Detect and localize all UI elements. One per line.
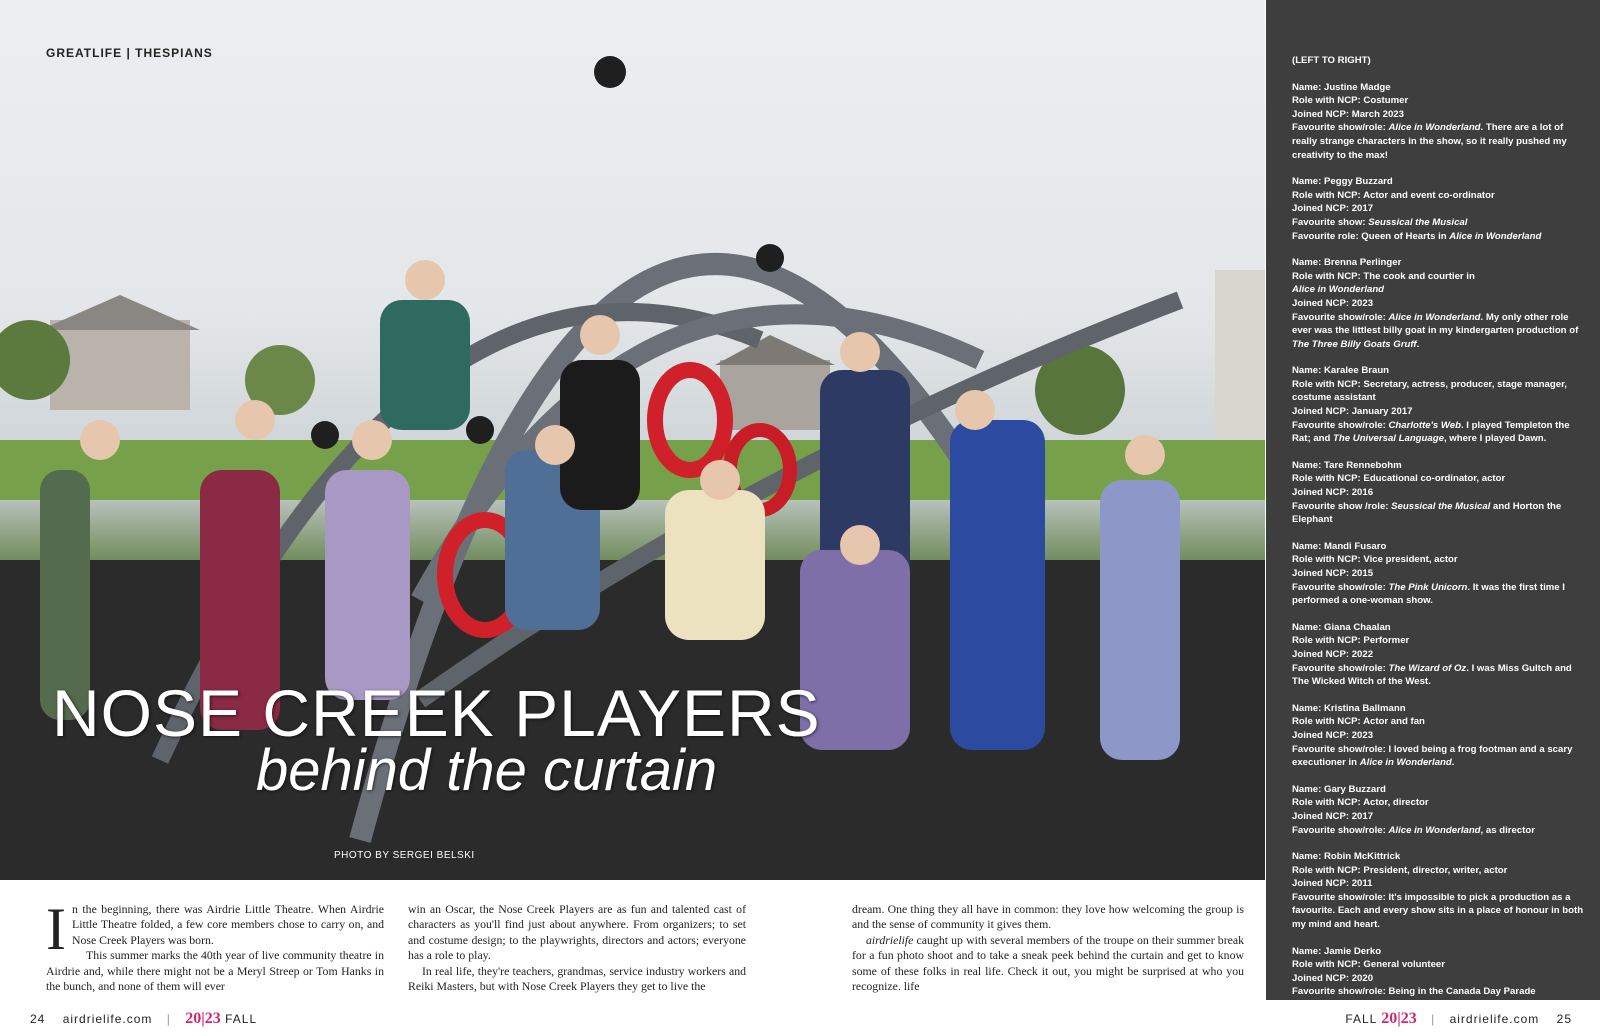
member-name: Name: Peggy Buzzard: [1292, 176, 1393, 188]
roster-entry: [1292, 850, 1584, 932]
body-column-1: [46, 896, 384, 994]
member-joined: Joined NCP: 2017: [1292, 203, 1374, 215]
roster-entry: [1292, 364, 1584, 446]
section-tag: GREATLIFE | THESPIANS: [46, 46, 213, 60]
member-joined: Joined NCP: 2023: [1292, 729, 1374, 741]
member-favourite: Favourite show/role: Being in the Canada Day Parade: [1292, 986, 1536, 998]
body-paragraph: This summer marks the 40th year of live community theatre in Airdrie and, while there might not be a Meryl Streep or Tom Hanks in the bunch, and none of them will ever: [46, 948, 384, 994]
member-favourite: Favourite show/role: The Pink Unicorn. It was the first time I performed a one-woman show.: [1292, 581, 1565, 607]
roster-entry: [1292, 81, 1584, 163]
brand-name: airdrielife: [866, 932, 914, 947]
member-role: Role with NCP: Actor and fan: [1292, 716, 1425, 728]
body-column-3: [852, 902, 1244, 994]
issue-season: FALL: [225, 1012, 258, 1026]
member-favourite: Favourite show/role: Alice in Wonderland. There are a lot of really strange characters in the show, so it really pushed my creativity to the max!: [1292, 122, 1567, 161]
page-number: 24: [30, 1012, 46, 1026]
roster-entry: [1292, 621, 1584, 689]
member-favourite: Favourite show/role: It's impossible to pick a production as a favourite. Each and every show sits in a place of honour in both my mind and heart.: [1292, 891, 1584, 931]
article-subheadline: behind the curtain: [256, 738, 718, 803]
member-name: Name: Jamie Derko: [1292, 945, 1382, 957]
issue-season: FALL: [1345, 1012, 1377, 1026]
member-name: Name: Giana Chaalan: [1292, 621, 1391, 633]
roster-heading: (LEFT TO RIGHT): [1292, 55, 1371, 66]
body-paragraph: [852, 933, 1244, 995]
roster-entry: [1292, 783, 1584, 837]
issue-year: 20|23: [185, 1010, 221, 1027]
roster-entry: [1292, 256, 1584, 351]
member-joined: Joined NCP: January 2017: [1292, 406, 1413, 418]
footer-right: [1345, 1010, 1572, 1028]
body-column-2: [408, 902, 746, 994]
member-name: Name: Kristina Ballmann: [1292, 702, 1406, 714]
member-favourite: Favourite show/role: The Wizard of Oz. I was Miss Gultch and The Wicked Witch of the West.: [1292, 662, 1572, 688]
member-joined: Joined NCP: March 2023: [1292, 108, 1404, 120]
footer-left: [30, 1010, 257, 1028]
member-favourite: Favourite show /role: Seussical the Musical and Horton the Elephant: [1292, 500, 1562, 526]
body-paragraph: dream. One thing they all have in common: they love how welcoming the group is and the sense of community it gives them.: [852, 902, 1244, 932]
site-url: airdrielife.com: [1449, 1012, 1540, 1026]
roster-sidebar: [1266, 0, 1600, 1000]
member-name: Name: Mandi Fusaro: [1292, 540, 1387, 552]
member-name: Name: Robin McKittrick: [1292, 851, 1401, 863]
member-favourite: Favourite show/role: Charlotte's Web. I played Templeton the Rat; and The Universal Language, where I played Dawn.: [1292, 419, 1570, 445]
member-role: Role with NCP: Performer: [1292, 635, 1410, 647]
body-paragraph-text: caught up with several members of the troupe on their summer break for a fun photo shoot and to take a sneak peek behind the curtain and get to know some of these folks in real life. Check it out, you might be surprised at who you recognize. life: [852, 932, 1244, 994]
member-favourite: Favourite show: Seussical the Musical: [1292, 216, 1468, 228]
roster-list: [1292, 54, 1584, 999]
page-number: 25: [1556, 1012, 1572, 1026]
member-role-title: Alice in Wonderland: [1292, 284, 1385, 296]
member-role: Role with NCP: Costumer: [1292, 95, 1409, 107]
member-name: Name: Brenna Perlinger: [1292, 257, 1402, 269]
member-name: Name: Karalee Braun: [1292, 365, 1390, 377]
member-favourite: Favourite show/role: I loved being a frog footman and a scary executioner in Alice in Wonderland.: [1292, 743, 1573, 769]
body-paragraph: n the beginning, there was Airdrie Little Theatre. When Airdrie Little Theatre folded, a few core members chose to carry on, and Nose Creek Players was born.: [71, 902, 384, 947]
photo-credit: PHOTO BY SERGEI BELSKI: [334, 850, 475, 861]
member-favourite: Favourite show/role: Alice in Wonderland. My only other role ever was the littlest billy goat in my kindergarten production of The Three Billy Goats Gruff.: [1292, 311, 1579, 350]
member-role: Role with NCP: Secretary, actress, producer, stage manager, costume assistant: [1292, 378, 1567, 404]
member-joined: Joined NCP: 2023: [1292, 297, 1374, 309]
member-name: Name: Tare Rennebohm: [1292, 459, 1402, 471]
member-role: Role with NCP: The cook and courtier in: [1292, 270, 1475, 282]
member-favourite-role: Favourite role: Queen of Hearts in Alice in Wonderland: [1292, 230, 1542, 242]
member-joined: Joined NCP: 2015: [1292, 568, 1374, 579]
member-joined: Joined NCP: 2020: [1292, 972, 1374, 984]
member-joined: Joined NCP: 2016: [1292, 487, 1374, 499]
member-name: Name: Justine Madge: [1292, 81, 1391, 93]
member-joined: Joined NCP: 2011: [1292, 878, 1373, 890]
article-headline: NOSE CREEK PLAYERS: [52, 676, 821, 750]
member-role: Role with NCP: Vice president, actor: [1292, 554, 1458, 566]
member-joined: Joined NCP: 2017: [1292, 810, 1374, 822]
body-paragraph: In real life, they're teachers, grandmas, service industry workers and Reiki Masters, but with Nose Creek Players they get to live the: [408, 963, 746, 994]
member-role: Role with NCP: Actor and event co-ordinator: [1292, 189, 1495, 201]
roster-entry: [1292, 540, 1584, 608]
footer-divider: |: [1431, 1012, 1436, 1026]
footer-divider: |: [166, 1012, 171, 1026]
site-url: airdrielife.com: [62, 1012, 153, 1026]
member-role: Role with NCP: Actor, director: [1292, 797, 1429, 809]
member-role: Role with NCP: General volunteer: [1292, 959, 1445, 971]
roster-entry: [1292, 702, 1584, 770]
member-joined: Joined NCP: 2022: [1292, 648, 1374, 660]
roster-entry: [1292, 945, 1584, 999]
issue-year: 20|23: [1381, 1010, 1417, 1027]
body-paragraph: win an Oscar, the Nose Creek Players are as fun and talented cast of characters as you'll find just about anywhere. From organizers; to set and costume design; to the playwrights, directors and actors; everyone has a role to play.: [408, 902, 746, 963]
member-role: Role with NCP: Educational co-ordinator, actor: [1292, 473, 1506, 485]
member-name: Name: Gary Buzzard: [1292, 783, 1386, 795]
roster-entry: [1292, 175, 1584, 243]
member-role: Role with NCP: President, director, writer, actor: [1292, 864, 1508, 876]
roster-entry: [1292, 459, 1584, 527]
member-favourite: Favourite show/role: Alice in Wonderland, as director: [1292, 824, 1535, 836]
dropcap: I: [46, 896, 66, 962]
